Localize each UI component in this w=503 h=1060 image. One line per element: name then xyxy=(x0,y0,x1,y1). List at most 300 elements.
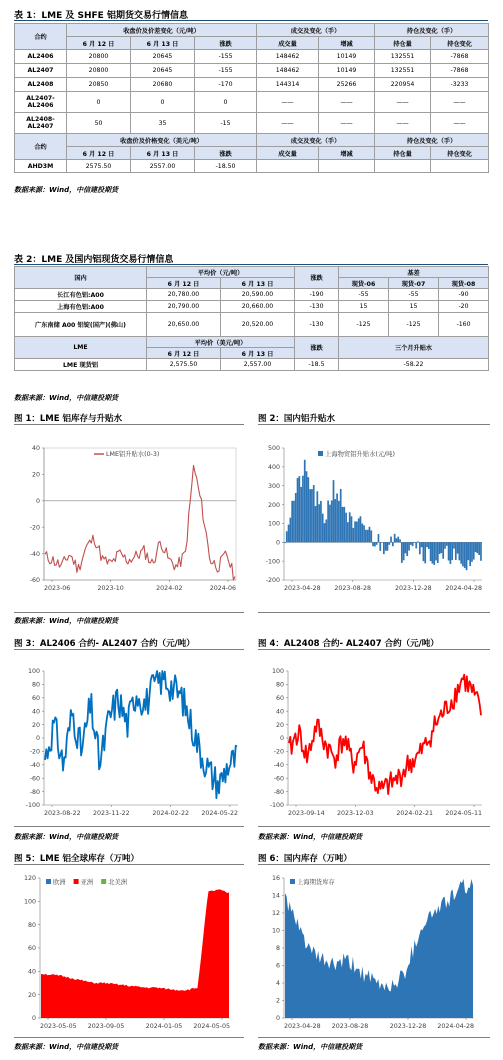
x-tick-label: 2024-04-28 xyxy=(437,1023,474,1030)
figure1-title: 图 1：LME 铝库存与升贴水 xyxy=(14,414,123,424)
series-bar xyxy=(460,542,462,563)
y-tick-label: -80 xyxy=(273,788,284,796)
series-bar xyxy=(421,542,423,547)
t1-h-oi: 持仓及变化（手） xyxy=(375,24,489,37)
series-bar xyxy=(331,500,333,542)
cell: 132551 xyxy=(375,50,431,64)
cell: —— xyxy=(431,92,489,113)
series-bar xyxy=(297,478,299,542)
y-tick-label: -60 xyxy=(29,577,40,585)
series-bar xyxy=(435,542,437,560)
figure1-bottom-rule xyxy=(14,612,244,613)
figure2-bottom-rule xyxy=(258,612,490,613)
y-tick-label: -20 xyxy=(29,524,40,532)
cell xyxy=(431,160,489,173)
t2-h-s07: 现货-07 xyxy=(389,278,439,289)
series-bar xyxy=(387,542,389,551)
series-bar xyxy=(342,507,344,542)
y-tick-label: 100 xyxy=(23,898,36,906)
y-tick-label: 40 xyxy=(275,708,284,716)
figure4-chart xyxy=(258,655,490,825)
y-tick-label: 4 xyxy=(275,980,280,988)
series-bar xyxy=(473,542,475,559)
y-tick-label: -20 xyxy=(273,748,284,756)
cell: 20800 xyxy=(67,50,131,64)
cell xyxy=(257,160,319,173)
table-row xyxy=(15,113,489,134)
cell: 广东南储 A00 铝锭(国产)(佛山) xyxy=(15,313,147,337)
series-bar xyxy=(365,530,367,543)
t1-h-contract: 合约 xyxy=(15,24,67,50)
figure5-source: 数据来源：Wind，中信建投期货 xyxy=(14,1043,119,1051)
legend-swatch xyxy=(290,879,295,884)
cell: AL2408-AL2407 xyxy=(15,113,67,134)
x-tick-label: 2024-01-05 xyxy=(145,1023,183,1030)
y-tick-label: -20 xyxy=(29,748,40,756)
cell: -55 xyxy=(389,289,439,301)
series-bar xyxy=(369,527,371,542)
cell: -18.50 xyxy=(195,160,257,173)
legend-swatch xyxy=(74,879,79,884)
x-tick-label: 2023-08-28 xyxy=(334,585,371,592)
series-bar xyxy=(383,542,385,554)
y-tick-label: 100 xyxy=(271,668,284,676)
series-bar xyxy=(414,542,416,543)
y-tick-label: 40 xyxy=(31,445,40,453)
cell: 2575.50 xyxy=(67,160,131,173)
series-area xyxy=(285,879,473,1018)
series-bar xyxy=(475,542,477,552)
y-tick-label: 60 xyxy=(275,695,284,702)
t2-h-avg: 平均价（元/吨） xyxy=(147,267,295,278)
y-tick-label: 12 xyxy=(271,910,280,918)
series-bar xyxy=(307,477,309,542)
y-tick-label: -100 xyxy=(25,802,40,810)
x-tick-label: 2023-06 xyxy=(44,585,71,592)
cell: AHD3M xyxy=(15,160,67,173)
y-tick-label: 14 xyxy=(271,892,280,900)
legend-swatch xyxy=(46,879,51,884)
t1-h4-volchg: 增减 xyxy=(319,147,375,160)
t1-h-d1: 6 月 12 日 xyxy=(67,37,131,50)
y-tick-label: 200 xyxy=(267,501,280,509)
figure5-chart xyxy=(14,868,246,1036)
series-bar xyxy=(336,493,338,542)
figure1-source: 数据来源：Wind，中信建投期货 xyxy=(14,617,119,625)
series-bar xyxy=(334,499,336,542)
cell: 20,780.00 xyxy=(147,289,221,301)
cell: 10149 xyxy=(319,50,375,64)
cell: 20680 xyxy=(131,78,195,92)
series-bar xyxy=(293,501,295,543)
series-bar xyxy=(385,542,387,550)
y-tick-label: 0 xyxy=(35,735,40,743)
y-tick-label: 6 xyxy=(275,962,280,970)
t1-h-volchg: 增减 xyxy=(319,37,375,50)
series-bar xyxy=(451,542,453,560)
table-row xyxy=(15,92,489,113)
table1-top-rule xyxy=(14,20,488,21)
series-bar xyxy=(345,513,347,543)
cell: 0 xyxy=(67,92,131,113)
cell: 20645 xyxy=(131,64,195,78)
cell: -130 xyxy=(295,313,339,337)
table-row xyxy=(15,50,489,64)
series-bar xyxy=(396,538,398,542)
figure3-bottom-rule xyxy=(14,826,244,827)
series-bar xyxy=(304,460,306,542)
figure6-source: 数据来源：Wind，中信建投期货 xyxy=(258,1043,363,1051)
series-bar xyxy=(363,525,365,542)
series-bar xyxy=(327,501,329,543)
y-tick-label: -100 xyxy=(265,558,280,566)
series-bar xyxy=(316,491,318,542)
legend-label: LME铝升贴水(0-3) xyxy=(106,451,160,458)
y-tick-label: -60 xyxy=(273,775,284,783)
series-bar xyxy=(322,514,324,543)
series-bar xyxy=(358,518,360,542)
y-tick-label: 0 xyxy=(275,539,280,547)
table2-source: 数据来源：Wind，中信建投期货 xyxy=(14,394,119,402)
series-bar xyxy=(468,542,470,560)
series-bar xyxy=(394,534,396,542)
series-bar xyxy=(376,542,378,544)
t2-h-3m: 三个月升贴水 xyxy=(339,337,489,359)
figure4-bottom-rule xyxy=(258,826,490,827)
t2-h-s08: 现货-08 xyxy=(439,278,489,289)
series-bar xyxy=(459,542,461,560)
series-bar xyxy=(462,542,464,566)
series-bar xyxy=(372,542,374,546)
series-bar xyxy=(410,542,412,545)
cell: 148462 xyxy=(257,50,319,64)
cell xyxy=(319,160,375,173)
legend-swatch xyxy=(318,451,323,456)
cell: LME 现货铝 xyxy=(15,359,147,371)
y-tick-label: 20 xyxy=(31,721,40,729)
cell: 10149 xyxy=(319,64,375,78)
x-tick-label: 2023-09-05 xyxy=(87,1023,125,1030)
cell: 0 xyxy=(195,92,257,113)
series-bar xyxy=(457,542,459,553)
table-row xyxy=(15,64,489,78)
figure3-chart xyxy=(14,655,246,825)
series-bar xyxy=(448,542,450,560)
cell: 20800 xyxy=(67,64,131,78)
t1-h3-contract: 合约 xyxy=(15,134,67,160)
y-tick-label: 8 xyxy=(275,945,280,953)
x-tick-label: 2024-06 xyxy=(209,585,236,592)
cell: —— xyxy=(375,113,431,134)
table-row xyxy=(15,301,489,313)
x-tick-label: 2024-05-11 xyxy=(445,810,482,817)
series-bar xyxy=(347,522,349,542)
table2-top-rule xyxy=(14,264,488,265)
cell: -58.22 xyxy=(339,359,489,371)
series-bar xyxy=(390,537,392,543)
series-bar xyxy=(333,480,335,542)
cell: -20 xyxy=(439,301,489,313)
t2-h-lme: LME xyxy=(15,337,147,359)
y-tick-label: 120 xyxy=(23,875,36,883)
x-tick-label: 2023-05-05 xyxy=(40,1023,77,1030)
y-tick-label: 500 xyxy=(267,445,280,453)
cell: —— xyxy=(257,92,319,113)
series-area xyxy=(41,889,229,1018)
cell: -125 xyxy=(339,313,389,337)
t2-h-avg-usd: 平均价（美元/吨） xyxy=(147,337,295,348)
figure5-title: 图 5：LME 铝全球库存（万吨） xyxy=(14,854,140,864)
figure6-rule xyxy=(258,864,490,865)
series-bar xyxy=(367,530,369,542)
figure4-rule xyxy=(258,649,490,650)
series-bar xyxy=(444,542,446,548)
cell: AL2407 xyxy=(15,64,67,78)
cell: -90 xyxy=(439,289,489,301)
y-tick-label: 80 xyxy=(275,681,284,689)
cell: 132551 xyxy=(375,64,431,78)
y-tick-label: 16 xyxy=(271,875,280,883)
y-tick-label: 40 xyxy=(31,708,40,716)
t1-h-volume: 成交及变化（手） xyxy=(257,24,375,37)
cell: -155 xyxy=(195,50,257,64)
cell: -3233 xyxy=(431,78,489,92)
t1-h4-d2: 6 月 13 日 xyxy=(131,147,195,160)
y-tick-label: 0 xyxy=(275,1015,280,1023)
y-tick-label: 80 xyxy=(27,921,36,929)
series-bar xyxy=(423,542,425,561)
cell: 220954 xyxy=(375,78,431,92)
cell: -160 xyxy=(439,313,489,337)
t1-h-chg: 涨跌 xyxy=(195,37,257,50)
cell: 144314 xyxy=(257,78,319,92)
cell: 上海有色铝:A00 xyxy=(15,301,147,313)
series-bar xyxy=(298,476,300,542)
series-bar xyxy=(302,476,304,543)
series-bar xyxy=(442,542,444,558)
series-bar xyxy=(289,518,291,543)
cell: -190 xyxy=(295,289,339,301)
cell: -18.5 xyxy=(295,359,339,371)
y-tick-label: 60 xyxy=(27,945,36,953)
cell: 15 xyxy=(389,301,439,313)
table-row xyxy=(15,289,489,301)
figure5-bottom-rule xyxy=(14,1037,244,1038)
t1-h3-oi: 持仓及变化（手） xyxy=(375,134,489,147)
series-bar xyxy=(446,542,448,546)
series-bar xyxy=(471,542,473,562)
figure2-chart xyxy=(258,430,490,610)
y-tick-label: -40 xyxy=(29,762,40,769)
figure6-bottom-rule xyxy=(258,1037,490,1038)
y-tick-label: -60 xyxy=(29,775,40,783)
y-tick-label: 40 xyxy=(27,968,36,976)
table2 xyxy=(14,266,489,371)
legend-label: 北美洲 xyxy=(108,879,128,886)
figure4-title: 图 4：AL2408 合约- AL2407 合约（元/吨） xyxy=(258,639,439,649)
series-bar xyxy=(320,501,322,542)
series-bar xyxy=(300,487,302,542)
t1-h4-d1: 6 月 12 日 xyxy=(67,147,131,160)
cell: 2,575.50 xyxy=(147,359,221,371)
series-bar xyxy=(441,542,443,553)
cell: -125 xyxy=(389,313,439,337)
cell: AL2406 xyxy=(15,50,67,64)
series-bar xyxy=(464,542,466,568)
series-bar xyxy=(480,542,482,560)
y-tick-label: -200 xyxy=(265,577,280,585)
series-bar xyxy=(428,542,430,549)
series-bar xyxy=(370,530,372,542)
series-bar xyxy=(392,542,394,546)
cell: 2557.00 xyxy=(131,160,195,173)
cell: 20,650.00 xyxy=(147,313,221,337)
series-bar xyxy=(315,506,317,542)
t1-h3-close: 收盘价及价格变化（美元/吨） xyxy=(67,134,257,147)
series-bar xyxy=(291,501,293,542)
cell: 0 xyxy=(131,92,195,113)
cell: 50 xyxy=(67,113,131,134)
series-bar xyxy=(412,542,414,546)
table1-title: 表 1：LME 及 SHFE 铝期货交易行情信息 xyxy=(14,11,188,21)
y-tick-label: 0 xyxy=(35,498,40,505)
x-tick-label: 2024-05-22 xyxy=(201,810,238,817)
series-bar xyxy=(397,537,399,543)
t1-h-d2: 6 月 13 日 xyxy=(131,37,195,50)
cell: 15 xyxy=(339,301,389,313)
y-tick-label: 300 xyxy=(267,482,280,490)
series-bar xyxy=(324,523,326,542)
cell: 20,660.00 xyxy=(221,301,295,313)
series-bar xyxy=(419,542,421,554)
series-bar xyxy=(426,542,428,547)
series-line xyxy=(45,671,237,798)
figure6-title: 图 6：国内库存（万吨） xyxy=(258,854,352,864)
y-tick-label: 60 xyxy=(31,695,40,702)
series-bar xyxy=(343,507,345,542)
series-bar xyxy=(329,505,331,543)
cell: 长江有色铝:A00 xyxy=(15,289,147,301)
series-bar xyxy=(295,493,297,542)
x-tick-label: 2023-04-28 xyxy=(284,1023,321,1030)
series-bar xyxy=(417,541,419,542)
y-tick-label: 400 xyxy=(267,464,280,472)
series-bar xyxy=(354,521,356,542)
series-bar xyxy=(338,501,340,542)
series-bar xyxy=(455,542,457,560)
series-bar xyxy=(430,542,432,561)
series-bar xyxy=(405,542,407,553)
series-bar xyxy=(399,539,401,542)
t1-h3-volume: 成交及变化（手） xyxy=(257,134,375,147)
series-bar xyxy=(453,542,455,548)
y-tick-label: 10 xyxy=(271,927,280,935)
series-bar xyxy=(477,542,479,553)
legend-swatch xyxy=(101,879,106,884)
cell: -130 xyxy=(295,301,339,313)
y-tick-label: 100 xyxy=(267,520,280,528)
series-bar xyxy=(318,504,320,542)
table-row xyxy=(15,160,489,173)
figure3-title: 图 3：AL2406 合约- AL2407 合约（元/吨） xyxy=(14,639,195,649)
series-bar xyxy=(378,534,380,542)
t1-h4-oichg: 持仓变化 xyxy=(431,147,489,160)
series-bar xyxy=(415,542,417,548)
cell: AL2407-AL2406 xyxy=(15,92,67,113)
x-tick-label: 2023-08-28 xyxy=(331,1023,369,1030)
x-tick-label: 2023-12-28 xyxy=(395,585,432,592)
t1-h4-oiv: 持仓量 xyxy=(375,147,431,160)
t1-h-vol: 成交量 xyxy=(257,37,319,50)
x-tick-label: 2023-10 xyxy=(97,585,124,592)
series-bar xyxy=(374,542,376,546)
t2-h-domestic: 国内 xyxy=(15,267,147,289)
series-bar xyxy=(478,542,480,555)
cell: —— xyxy=(319,92,375,113)
series-bar xyxy=(349,512,351,542)
y-tick-label: 80 xyxy=(31,681,40,689)
table1-source: 数据来源：Wind，中信建投期货 xyxy=(14,186,119,194)
cell: -55 xyxy=(339,289,389,301)
cell: —— xyxy=(375,92,431,113)
y-tick-label: 0 xyxy=(279,735,284,743)
x-tick-label: 2023-12-03 xyxy=(337,810,374,817)
x-tick-label: 2024-05-05 xyxy=(193,1023,230,1030)
series-bar xyxy=(379,542,381,551)
t2-h-d1: 6 月 12 日 xyxy=(147,278,221,289)
series-bar xyxy=(432,542,434,563)
figure1-rule xyxy=(14,424,244,425)
table2-title: 表 2：LME 及国内铝现货交易行情信息 xyxy=(14,255,174,265)
series-bar xyxy=(311,489,313,542)
cell: —— xyxy=(431,113,489,134)
cell: AL2408 xyxy=(15,78,67,92)
t1-h-oichg: 持仓变化 xyxy=(431,37,489,50)
cell: 25266 xyxy=(319,78,375,92)
t1-h-close: 收盘价及价差变化（元/吨） xyxy=(67,24,257,37)
y-tick-label: 100 xyxy=(27,668,40,676)
series-bar xyxy=(439,542,441,554)
figure2-rule xyxy=(258,424,490,425)
table1 xyxy=(14,23,489,173)
cell: —— xyxy=(257,113,319,134)
t2-h-change: 涨跌 xyxy=(295,267,339,289)
series-line xyxy=(289,675,481,794)
series-bar xyxy=(361,524,363,543)
x-tick-label: 2023-08-22 xyxy=(44,810,81,817)
x-tick-label: 2024-02-22 xyxy=(152,810,189,817)
series-bar xyxy=(388,542,390,545)
t2-h-d2: 6 月 13 日 xyxy=(221,278,295,289)
x-tick-label: 2023-04-28 xyxy=(284,585,321,592)
t1-h4-chg: 涨跌 xyxy=(195,147,257,160)
figure1-chart xyxy=(14,430,246,610)
y-tick-label: 20 xyxy=(27,991,36,999)
y-tick-label: 0 xyxy=(31,1015,36,1023)
y-tick-label: -40 xyxy=(273,762,284,769)
t2-h2-d2: 6 月 13 日 xyxy=(221,348,295,359)
series-bar xyxy=(313,485,315,542)
series-bar xyxy=(356,522,358,543)
series-bar xyxy=(325,519,327,542)
cell: 148462 xyxy=(257,64,319,78)
cell: 20645 xyxy=(131,50,195,64)
t1-h-oiv: 持仓量 xyxy=(375,37,431,50)
cell: —— xyxy=(319,113,375,134)
series-bar xyxy=(360,516,362,542)
t2-h2-d1: 6 月 12 日 xyxy=(147,348,221,359)
cell: 20,590.00 xyxy=(221,289,295,301)
